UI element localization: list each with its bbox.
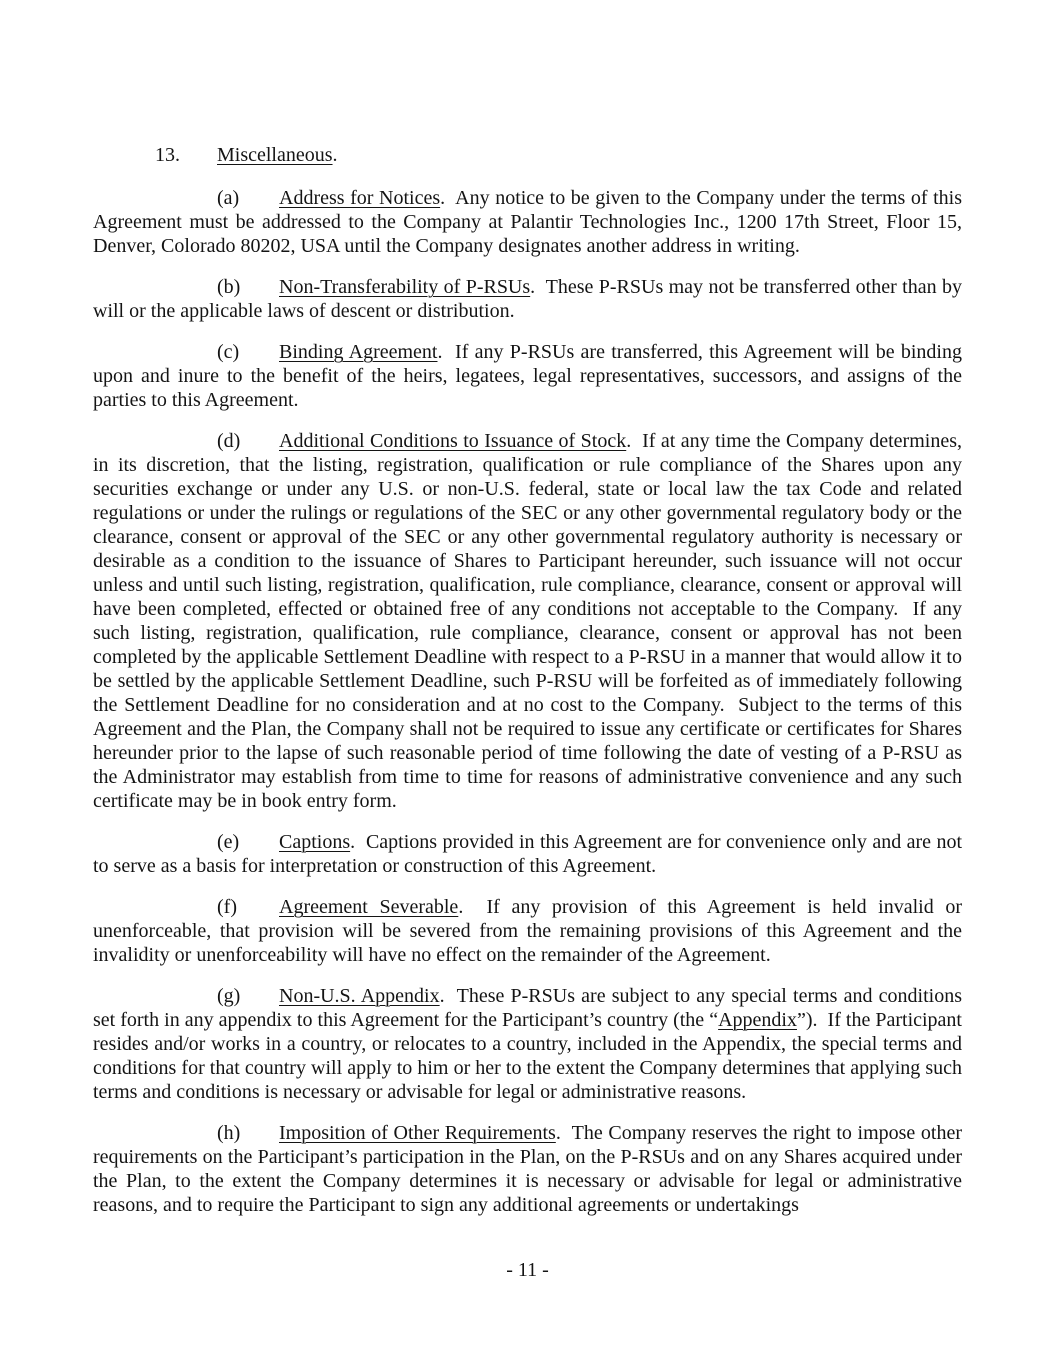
paragraph-letter: (f) (217, 896, 237, 918)
section-title-period: . (332, 144, 338, 166)
page-number: - 11 - (506, 1259, 549, 1281)
section-number: 13. (155, 144, 180, 166)
paragraph-title: Agreement Severable (279, 896, 459, 918)
paragraph-g (93, 984, 962, 1104)
paragraph-body: . If any P-RSUs are transferred, this Agreement will be binding upon and inure to the benefit of the heirs, legatees, legal representatives, successors, and assigns of the parties to this Agreement. (93, 341, 962, 411)
paragraph-title: Non-Transferability of P-RSUs (279, 276, 531, 298)
defined-term-appendix: Appendix (718, 1009, 797, 1031)
paragraph-title: Captions (279, 831, 351, 853)
paragraph-e (93, 830, 962, 878)
paragraph-body: . If at any time the Company determines, in its discretion, that the listing, registration, qualification or rule compliance of the Shares upon any securities exchange or under any U.S. or non-U.S. federal, state or local law the tax Code and related regulations or under the rulings or regulations of the SEC or any other governmental regulatory body or the clearance, consent or approval of the SEC or any other governmental regulatory authority is necessary or desirable as a condition to the issuance of Shares to Participant hereunder, such issuance will not occur unless and until such listing, registration, qualification, rule compliance, clearance, consent or approval will have been completed, effected or obtained free of any conditions not acceptable to the Company. If any such listing, registration, qualification, rule compliance, clearance, consent or approval has not been completed by the applicable Settlement Deadline with respect to a P-RSU in a manner that would allow it to be settled by the applicable Settlement Deadline, such P-RSU will be forfeited as of immediately following the Settlement Deadline for no consideration and at no cost to the Company. Subject to the terms of this Agreement and the Plan, the Company shall not be required to issue any certificate or certificates for Shares hereunder prior to the lapse of such reasonable period of time following the date of vesting of a P-RSU as the Administrator may establish from time to time for reasons of administrative convenience and any such certificate may be in book entry form. (93, 430, 962, 812)
section-heading (93, 143, 962, 167)
paragraph-letter: (b) (217, 276, 241, 298)
paragraph-body: . These P-RSUs may not be transferred other than by will or the applicable laws of descent or distribution. (93, 276, 963, 322)
paragraph-body: ”). If the Participant resides and/or works in a country, or relocates to a country, included in the Appendix, the special terms and conditions for that country will apply to him or her to the extent the Company determines that applying such terms and conditions is necessary or advisable for legal or administrative reasons. (93, 1009, 962, 1103)
paragraph-title: Non-U.S. Appendix (279, 985, 440, 1007)
paragraph-letter: (e) (217, 831, 240, 853)
paragraph-letter: (a) (217, 187, 240, 209)
paragraph-letter: (c) (217, 341, 240, 363)
section-title: Miscellaneous (217, 144, 333, 166)
paragraph-body: . If any provision of this Agreement is held invalid or unenforceable, that provision will be severed from the remaining provisions of this Agreement and the invalidity or unenforceability will have no effect on the remainder of the Agreement. (93, 896, 962, 966)
paragraph-h (93, 1121, 962, 1217)
paragraph-f (93, 895, 962, 967)
paragraph-letter: (g) (217, 985, 241, 1007)
paragraph-title: Binding Agreement (279, 341, 438, 363)
paragraph-letter: (h) (217, 1122, 241, 1144)
paragraph-title: Additional Conditions to Issuance of Stock (279, 430, 627, 452)
paragraph-body: . The Company reserves the right to impose other requirements on the Participant’s participation in the Plan, on the P-RSUs and on any Shares acquired under the Plan, to the extent the Company determines it is necessary or advisable for legal or administrative reasons, and to require the Participant to sign any additional agreements or undertakings (93, 1122, 963, 1216)
paragraph-title: Imposition of Other Requirements (279, 1122, 556, 1144)
paragraph-body: . These P-RSUs are subject to any special terms and conditions set forth in any appendix to this Agreement for the Participant’s country (the “ (93, 985, 963, 1031)
paragraph-b (93, 275, 962, 323)
paragraph-body: . Any notice to be given to the Company under the terms of this Agreement must be addressed to the Company at Palantir Technologies Inc., 1200 17th Street, Floor 15, Denver, Colorado 80202, USA until the Company designates another address in writing. (93, 187, 962, 257)
paragraph-a (93, 186, 962, 258)
document-body (93, 143, 962, 1234)
paragraph-letter: (d) (217, 430, 241, 452)
paragraph-body: . Captions provided in this Agreement are for convenience only and are not to serve as a basis for interpretation or construction of this Agreement. (93, 831, 962, 877)
paragraph-d (93, 429, 962, 813)
paragraph-c (93, 340, 962, 412)
paragraph-title: Address for Notices (279, 187, 441, 209)
